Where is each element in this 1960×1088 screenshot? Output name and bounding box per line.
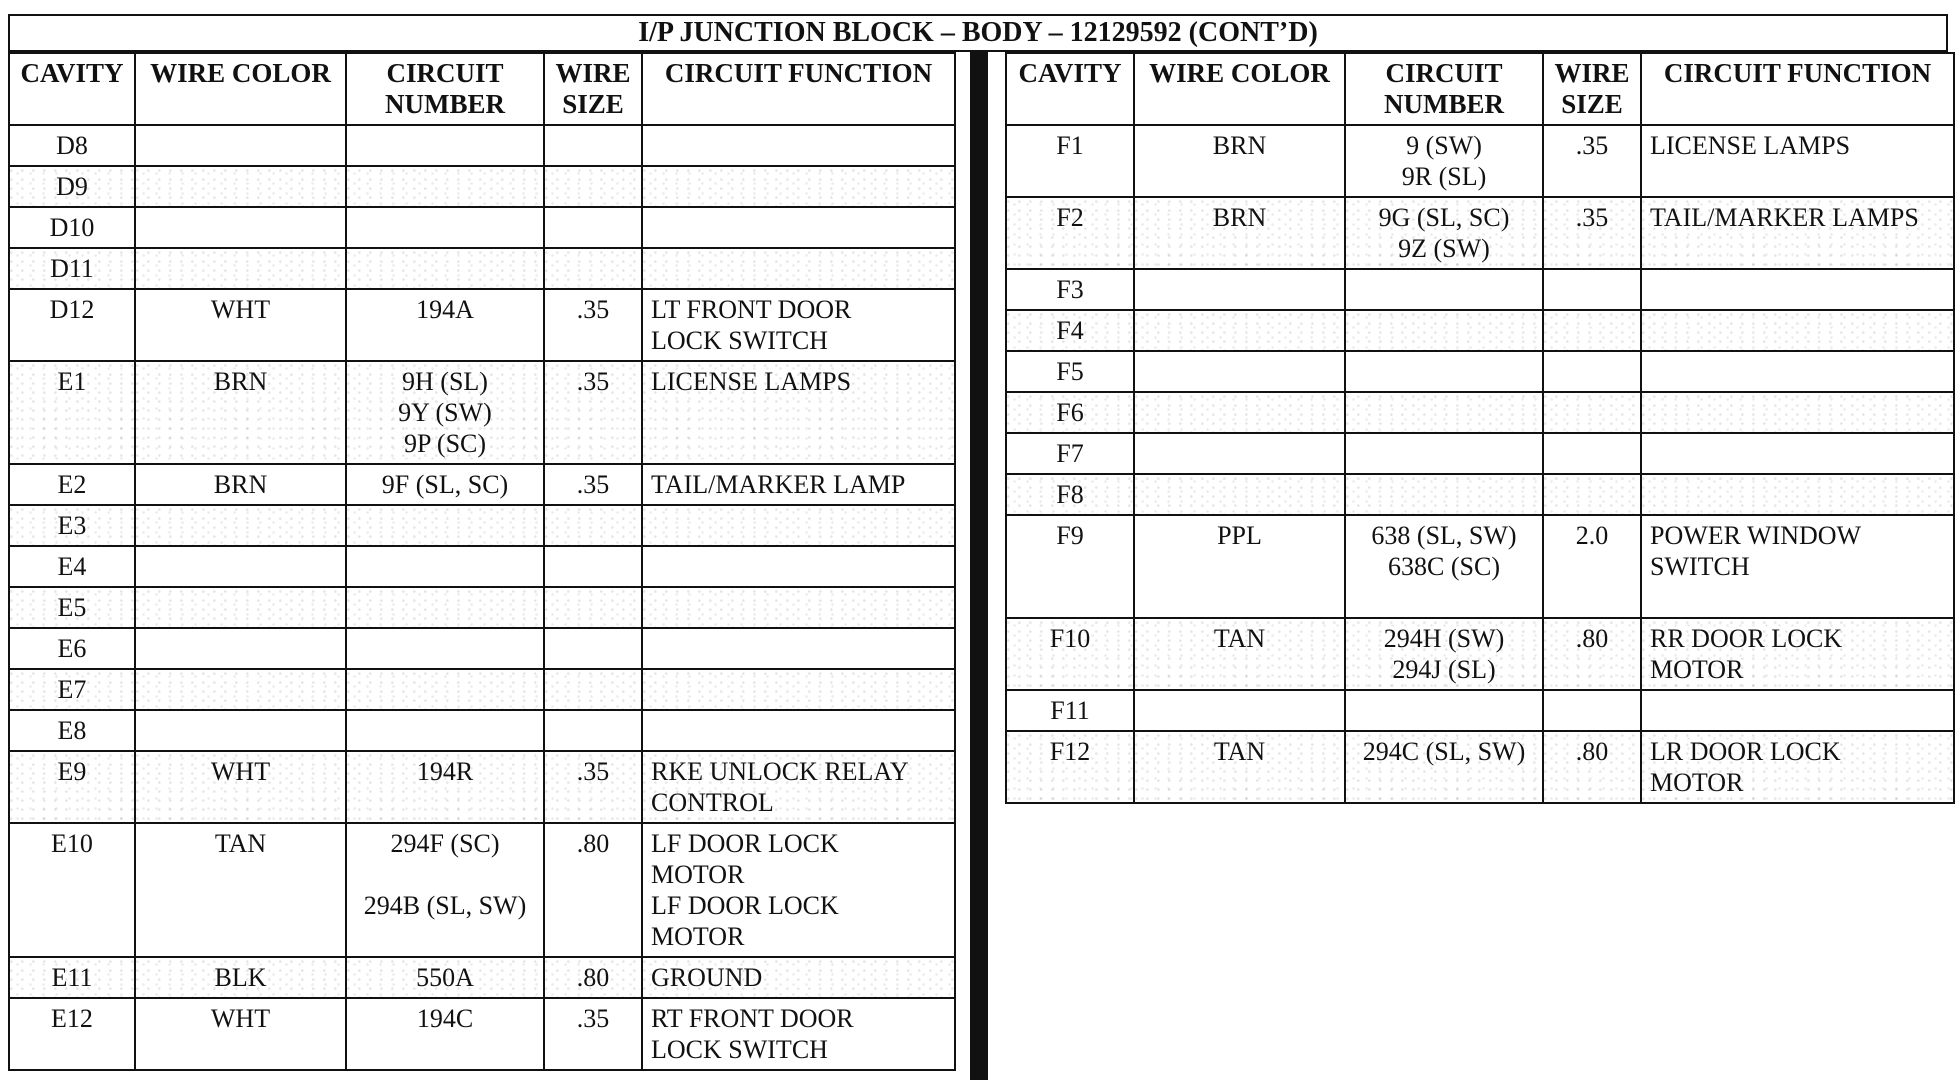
circuit-number-cell-line: 194C: [416, 1004, 474, 1033]
header-wire-size: WIRE SIZE: [544, 53, 642, 125]
wire-size-cell-line: .35: [1575, 203, 1609, 232]
table-row: [1006, 197, 1954, 269]
wire-color-cell-line: WHT: [210, 295, 271, 324]
circuit-function-cell-line: RT FRONT DOOR: [651, 1004, 854, 1033]
wire-color-cell: [135, 957, 346, 998]
circuit-function-cell: [1641, 269, 1954, 310]
header-cavity: CAVITY: [9, 53, 135, 125]
circuit-function-cell-line: MOTOR: [1650, 768, 1744, 797]
cavity-cell: E3: [9, 505, 135, 546]
cavity-cell: E2: [9, 464, 135, 505]
wire-color-cell: [1134, 731, 1345, 803]
circuit-number-cell: [346, 751, 544, 823]
wire-size-cell: [544, 166, 642, 207]
circuit-function-cell: [642, 628, 955, 669]
wire-color-cell: [135, 751, 346, 823]
circuit-function-cell-line: TAIL/MARKER LAMPS: [1650, 203, 1919, 232]
circuit-function-cell-line: LT FRONT DOOR: [651, 295, 852, 324]
cavity-cell: F4: [1006, 310, 1134, 351]
wire-size-cell: [544, 361, 642, 464]
circuit-function-cell: [1641, 515, 1954, 618]
cavity-cell: F8: [1006, 474, 1134, 515]
circuit-function-cell: [642, 248, 955, 289]
header-circuit-number: CIRCUIT NUMBER: [1345, 53, 1543, 125]
circuit-number-cell-line: 9R (SL): [1401, 162, 1487, 191]
wire-size-cell-line: .80: [1575, 624, 1609, 653]
circuit-number-cell: [346, 669, 544, 710]
circuit-number-cell-line: 638 (SL, SW): [1371, 521, 1517, 550]
circuit-function-cell-line: LF DOOR LOCK: [651, 829, 839, 858]
wire-size-cell: [544, 710, 642, 751]
wire-color-cell: [135, 546, 346, 587]
circuit-function-cell: [642, 751, 955, 823]
wire-color-cell: [1134, 433, 1345, 474]
circuit-number-cell-line: 9P (SC): [403, 429, 487, 458]
circuit-function-cell: [1641, 197, 1954, 269]
wire-color-cell: [135, 207, 346, 248]
wire-size-cell: [544, 587, 642, 628]
circuit-function-cell: [642, 546, 955, 587]
wire-color-cell-line: PPL: [1217, 521, 1262, 550]
circuit-function-cell: [1641, 351, 1954, 392]
wire-color-cell: [1134, 310, 1345, 351]
circuit-number-cell: [346, 587, 544, 628]
circuit-number-cell-line: 194A: [416, 295, 474, 324]
circuit-number-cell: [346, 505, 544, 546]
cavity-cell: D10: [9, 207, 135, 248]
wire-size-cell: [544, 289, 642, 361]
circuit-function-cell: [642, 669, 955, 710]
circuit-number-cell: [1345, 197, 1543, 269]
table-row: [9, 998, 955, 1070]
wire-color-cell: [135, 289, 346, 361]
circuit-number-cell-line: [355, 859, 535, 890]
left-cavity-table: [8, 52, 956, 1071]
header-cavity: CAVITY: [1006, 53, 1134, 125]
table-row: [9, 669, 955, 710]
wire-size-cell: [544, 125, 642, 166]
wire-color-cell-line: TAN: [214, 829, 267, 858]
table-row: [9, 546, 955, 587]
column-divider: [970, 50, 988, 1080]
circuit-function-cell-line: LOCK SWITCH: [651, 326, 828, 355]
cavity-cell: D12: [9, 289, 135, 361]
table-row: [9, 957, 955, 998]
cavity-cell: D9: [9, 166, 135, 207]
circuit-function-cell-line: LICENSE LAMPS: [651, 367, 852, 396]
wire-size-cell-line: .35: [1575, 131, 1609, 160]
header-circuit-function: CIRCUIT FUNCTION: [1641, 53, 1954, 125]
circuit-number-cell: [1345, 433, 1543, 474]
wire-size-cell-line: .35: [576, 1004, 610, 1033]
wire-color-cell: [135, 464, 346, 505]
header-wire-color: WIRE COLOR: [1134, 53, 1345, 125]
wire-color-cell-line: BRN: [213, 470, 268, 499]
circuit-function-cell: [1641, 618, 1954, 690]
cavity-cell: F1: [1006, 125, 1134, 197]
circuit-function-cell-line: MOTOR: [651, 860, 745, 889]
wire-size-cell: [1543, 690, 1641, 731]
wire-color-cell: [135, 166, 346, 207]
wire-size-cell: [544, 823, 642, 957]
cavity-cell: F10: [1006, 618, 1134, 690]
table-row: [9, 751, 955, 823]
table-row: [9, 361, 955, 464]
cavity-cell: E9: [9, 751, 135, 823]
circuit-function-cell: [642, 361, 955, 464]
circuit-function-cell-line: CONTROL: [651, 788, 774, 817]
table-row: [9, 628, 955, 669]
wire-size-cell-line: .80: [576, 963, 610, 992]
wire-color-cell: [1134, 690, 1345, 731]
circuit-number-cell-line: 638C (SC): [1388, 552, 1500, 581]
circuit-function-cell: [642, 587, 955, 628]
wire-size-cell: [544, 207, 642, 248]
circuit-number-cell-line: 9G (SL, SC): [1378, 203, 1510, 232]
circuit-number-cell-line: 9Z (SW): [1398, 234, 1490, 263]
left-table-container: [8, 52, 954, 1071]
cavity-cell: D8: [9, 125, 135, 166]
table-row: [9, 505, 955, 546]
table-row: [9, 464, 955, 505]
right-cavity-table: [1005, 52, 1955, 804]
cavity-cell: E11: [9, 957, 135, 998]
wire-color-cell-line: WHT: [210, 757, 271, 786]
circuit-function-cell: [642, 207, 955, 248]
circuit-number-cell: [346, 166, 544, 207]
wire-color-cell: [1134, 125, 1345, 197]
wire-color-cell: [1134, 474, 1345, 515]
wire-size-cell: [544, 998, 642, 1070]
wire-color-cell: [135, 628, 346, 669]
table-row: [1006, 690, 1954, 731]
circuit-number-cell-line: 9H (SL): [402, 367, 488, 396]
cavity-cell: F5: [1006, 351, 1134, 392]
wire-size-cell: [544, 546, 642, 587]
cavity-cell: E4: [9, 546, 135, 587]
cavity-cell: F3: [1006, 269, 1134, 310]
wire-size-cell: [1543, 618, 1641, 690]
circuit-number-cell: [346, 361, 544, 464]
wire-size-cell-line: .80: [1575, 737, 1609, 766]
circuit-function-cell-line: [1650, 582, 1945, 613]
wire-size-cell: [1543, 433, 1641, 474]
circuit-number-cell-line: 294F (SC): [390, 829, 500, 858]
wire-size-cell: [1543, 269, 1641, 310]
left-table-body: [9, 125, 955, 1070]
wire-color-cell: [135, 505, 346, 546]
table-row: [1006, 351, 1954, 392]
wire-size-cell: [544, 957, 642, 998]
circuit-function-cell-line: GROUND: [651, 963, 763, 992]
circuit-function-cell: [1641, 125, 1954, 197]
wire-size-cell-line: 2.0: [1575, 521, 1609, 550]
circuit-function-cell: [642, 710, 955, 751]
wire-size-cell: [1543, 197, 1641, 269]
wire-size-cell-line: .35: [576, 470, 610, 499]
wire-color-cell-line: BLK: [214, 963, 267, 992]
cavity-cell: E7: [9, 669, 135, 710]
wire-color-cell: [135, 361, 346, 464]
table-row: [1006, 618, 1954, 690]
table-row: [9, 125, 955, 166]
circuit-number-cell: [1345, 618, 1543, 690]
wire-size-cell: [544, 751, 642, 823]
wire-size-cell: [1543, 125, 1641, 197]
circuit-number-cell-line: 9 (SW): [1406, 131, 1482, 160]
circuit-number-cell-line: 294H (SW): [1383, 624, 1505, 653]
cavity-cell: D11: [9, 248, 135, 289]
circuit-number-cell: [1345, 515, 1543, 618]
cavity-cell: F11: [1006, 690, 1134, 731]
circuit-function-cell-line: TAIL/MARKER LAMP: [651, 470, 906, 499]
circuit-function-cell: [642, 464, 955, 505]
wire-color-cell: [1134, 618, 1345, 690]
circuit-number-cell: [1345, 125, 1543, 197]
wire-size-cell: [544, 628, 642, 669]
cavity-cell: F9: [1006, 515, 1134, 618]
circuit-function-cell-line: LR DOOR LOCK: [1650, 737, 1841, 766]
table-row: [9, 289, 955, 361]
cavity-cell: E10: [9, 823, 135, 957]
circuit-function-cell: [642, 166, 955, 207]
page-title: I/P JUNCTION BLOCK – BODY – 12129592 (CONT’D): [8, 14, 1948, 52]
circuit-function-cell: [1641, 310, 1954, 351]
cavity-cell: E5: [9, 587, 135, 628]
wire-size-cell: [1543, 351, 1641, 392]
circuit-number-cell: [346, 248, 544, 289]
wire-color-cell: [135, 710, 346, 751]
wire-color-cell-line: TAN: [1213, 737, 1266, 766]
circuit-number-cell: [1345, 310, 1543, 351]
circuit-function-cell-line: MOTOR: [1650, 655, 1744, 684]
circuit-number-cell: [346, 710, 544, 751]
left-header-row: [9, 53, 955, 125]
wire-color-cell-line: WHT: [210, 1004, 271, 1033]
circuit-function-cell-line: LOCK SWITCH: [651, 1035, 828, 1064]
circuit-function-cell: [1641, 433, 1954, 474]
table-row: [1006, 269, 1954, 310]
circuit-function-cell: [642, 289, 955, 361]
wire-color-cell-line: BRN: [1212, 203, 1267, 232]
table-row: [9, 823, 955, 957]
circuit-number-cell: [346, 957, 544, 998]
circuit-number-cell: [346, 823, 544, 957]
wire-color-cell: [1134, 392, 1345, 433]
table-row: [1006, 125, 1954, 197]
circuit-number-cell: [1345, 392, 1543, 433]
circuit-function-cell-line: RR DOOR LOCK: [1650, 624, 1843, 653]
circuit-number-cell: [346, 289, 544, 361]
circuit-number-cell: [346, 628, 544, 669]
circuit-function-cell-line: RKE UNLOCK RELAY: [651, 757, 909, 786]
wire-size-cell: [1543, 310, 1641, 351]
circuit-number-cell-line: 294C (SL, SW): [1362, 737, 1526, 766]
wire-color-cell-line: TAN: [1213, 624, 1266, 653]
wire-size-cell: [544, 505, 642, 546]
cavity-cell: E1: [9, 361, 135, 464]
right-table-container: [1005, 52, 1953, 804]
circuit-number-cell-line: 550A: [416, 963, 474, 992]
cavity-cell: F7: [1006, 433, 1134, 474]
header-wire-size: WIRE SIZE: [1543, 53, 1641, 125]
circuit-function-cell: [1641, 731, 1954, 803]
wire-size-cell-line: .35: [576, 367, 610, 396]
table-row: [9, 166, 955, 207]
table-row: [1006, 310, 1954, 351]
circuit-function-cell-line: POWER WINDOW: [1650, 521, 1862, 550]
circuit-function-cell: [642, 823, 955, 957]
right-header-row: [1006, 53, 1954, 125]
wire-size-cell-line: .35: [576, 295, 610, 324]
wire-color-cell: [1134, 197, 1345, 269]
circuit-number-cell-line: 9F (SL, SC): [381, 470, 509, 499]
circuit-function-cell-line: MOTOR: [651, 922, 745, 951]
header-circuit-function: CIRCUIT FUNCTION: [642, 53, 955, 125]
wire-size-cell-line: .35: [576, 757, 610, 786]
circuit-number-cell-line: 194R: [416, 757, 474, 786]
wire-color-cell-line: BRN: [1212, 131, 1267, 160]
wire-color-cell-line: BRN: [213, 367, 268, 396]
wire-size-cell: [544, 248, 642, 289]
circuit-number-cell: [346, 125, 544, 166]
wire-color-cell: [135, 587, 346, 628]
circuit-number-cell-line: 9Y (SW): [398, 398, 492, 427]
cavity-cell: F2: [1006, 197, 1134, 269]
circuit-number-cell-line: 294J (SL): [1392, 655, 1496, 684]
circuit-number-cell-line: 294B (SL, SW): [363, 891, 527, 920]
table-row: [1006, 392, 1954, 433]
header-wire-color: WIRE COLOR: [135, 53, 346, 125]
circuit-function-cell: [642, 957, 955, 998]
table-row: [1006, 731, 1954, 803]
wire-color-cell: [135, 998, 346, 1070]
table-row: [9, 207, 955, 248]
circuit-number-cell: [346, 207, 544, 248]
circuit-number-cell: [346, 546, 544, 587]
circuit-function-cell: [642, 125, 955, 166]
circuit-number-cell: [346, 464, 544, 505]
wire-color-cell: [135, 125, 346, 166]
wire-size-cell: [1543, 731, 1641, 803]
table-row: [9, 710, 955, 751]
circuit-function-cell: [1641, 474, 1954, 515]
table-row: [1006, 433, 1954, 474]
wire-color-cell: [135, 248, 346, 289]
circuit-function-cell: [1641, 690, 1954, 731]
wire-color-cell: [1134, 351, 1345, 392]
circuit-function-cell-line: SWITCH: [1650, 552, 1750, 581]
table-row: [1006, 474, 1954, 515]
right-table-body: [1006, 125, 1954, 803]
wire-size-cell: [1543, 392, 1641, 433]
table-row: [1006, 515, 1954, 618]
circuit-number-cell: [1345, 269, 1543, 310]
circuit-number-cell: [1345, 474, 1543, 515]
wire-size-cell: [544, 669, 642, 710]
wire-size-cell: [1543, 515, 1641, 618]
wire-color-cell: [1134, 269, 1345, 310]
wire-color-cell: [135, 669, 346, 710]
circuit-function-cell: [1641, 392, 1954, 433]
wire-size-cell: [1543, 474, 1641, 515]
wire-size-cell-line: .80: [576, 829, 610, 858]
table-row: [9, 248, 955, 289]
cavity-cell: F12: [1006, 731, 1134, 803]
circuit-function-cell-line: LF DOOR LOCK: [651, 891, 839, 920]
cavity-cell: F6: [1006, 392, 1134, 433]
circuit-function-cell: [642, 998, 955, 1070]
wire-size-cell: [544, 464, 642, 505]
table-row: [9, 587, 955, 628]
circuit-function-cell-line: LICENSE LAMPS: [1650, 131, 1851, 160]
circuit-function-cell: [642, 505, 955, 546]
wire-color-cell: [1134, 515, 1345, 618]
cavity-cell: E6: [9, 628, 135, 669]
header-circuit-number: CIRCUIT NUMBER: [346, 53, 544, 125]
circuit-number-cell: [346, 998, 544, 1070]
circuit-number-cell: [1345, 351, 1543, 392]
cavity-cell: E12: [9, 998, 135, 1070]
wire-color-cell: [135, 823, 346, 957]
circuit-number-cell: [1345, 690, 1543, 731]
circuit-number-cell: [1345, 731, 1543, 803]
cavity-cell: E8: [9, 710, 135, 751]
